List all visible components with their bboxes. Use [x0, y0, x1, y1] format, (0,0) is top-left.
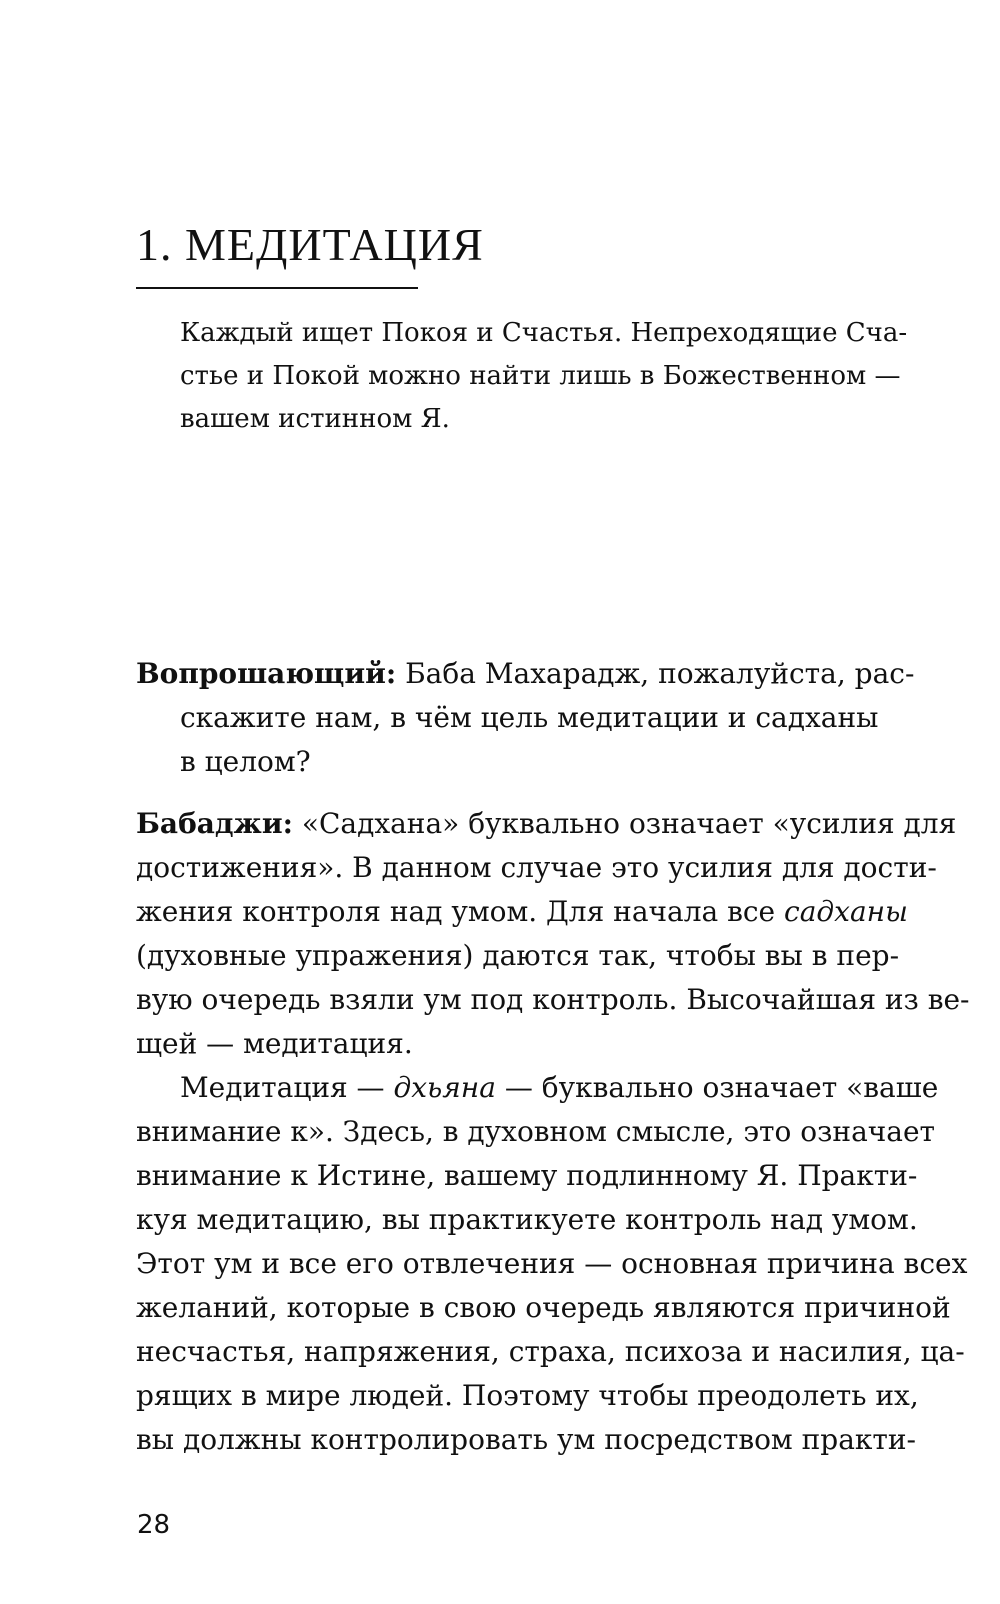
answer-line: достижения». В данном случае это усилия для дости-	[136, 851, 937, 884]
answer-line: внимание к». Здесь, в духовном смысле, это означает	[136, 1115, 936, 1148]
italic-term: дхьяна	[393, 1071, 496, 1104]
answer-line: внимание к Истине, вашему подлинному Я. Практи-	[136, 1159, 918, 1192]
answer-line	[136, 1066, 939, 1110]
babaji-label: Бабаджи:	[136, 807, 293, 840]
answer-line: (духовные упражения) даются так, чтобы вы в пер-	[136, 939, 900, 972]
question-line	[136, 652, 928, 696]
questioner-label: Вопрошающий:	[136, 657, 397, 690]
answer-text: Медитация —	[180, 1071, 394, 1104]
question-text: Баба Махарадж, пожалуйста, рас-	[396, 657, 915, 690]
answer-text: «Садхана» буквально означает «усилия для	[292, 807, 957, 840]
answer-text: — буквально означает «ваше	[495, 1071, 939, 1104]
answer-line: щей — медитация.	[136, 1027, 413, 1060]
answer-paragraph	[136, 802, 970, 1462]
answer-line	[136, 802, 957, 846]
epigraph-line: стье и Покой можно найти лишь в Божественном —	[180, 361, 901, 391]
question-paragraph	[136, 652, 928, 784]
epigraph-line: вашем истинном Я.	[180, 404, 450, 434]
answer-line	[136, 890, 928, 934]
epigraph	[180, 312, 920, 441]
answer-line: вы должны контролировать ум посредством практи-	[136, 1423, 917, 1456]
question-line: скажите нам, в чём цель медитации и садханы	[180, 701, 879, 734]
question-line: в целом?	[180, 745, 311, 778]
title-underline	[136, 287, 418, 289]
answer-line: куя медитацию, вы практикуете контроль над умом.	[136, 1203, 918, 1236]
epigraph-line: Каждый ищет Покоя и Счастья. Непреходящие Сча-	[180, 318, 908, 348]
answer-line: Этот ум и все его отвлечения — основная причина всех	[136, 1247, 968, 1280]
answer-line: желаний, которые в свою очередь являются причиной	[136, 1291, 951, 1324]
page-number: 28	[137, 1510, 171, 1540]
chapter-title: 1. МЕДИТАЦИЯ	[136, 219, 484, 270]
answer-line: рящих в мире людей. Поэтому чтобы преодолеть их,	[136, 1379, 919, 1412]
answer-text: жения контроля над умом. Для начала все	[136, 895, 785, 928]
italic-term: садханы	[784, 895, 908, 928]
answer-line: несчастья, напряжения, страха, психоза и насилия, ца-	[136, 1335, 965, 1368]
answer-line: вую очередь взяли ум под контроль. Высочайшая из ве-	[136, 983, 970, 1016]
